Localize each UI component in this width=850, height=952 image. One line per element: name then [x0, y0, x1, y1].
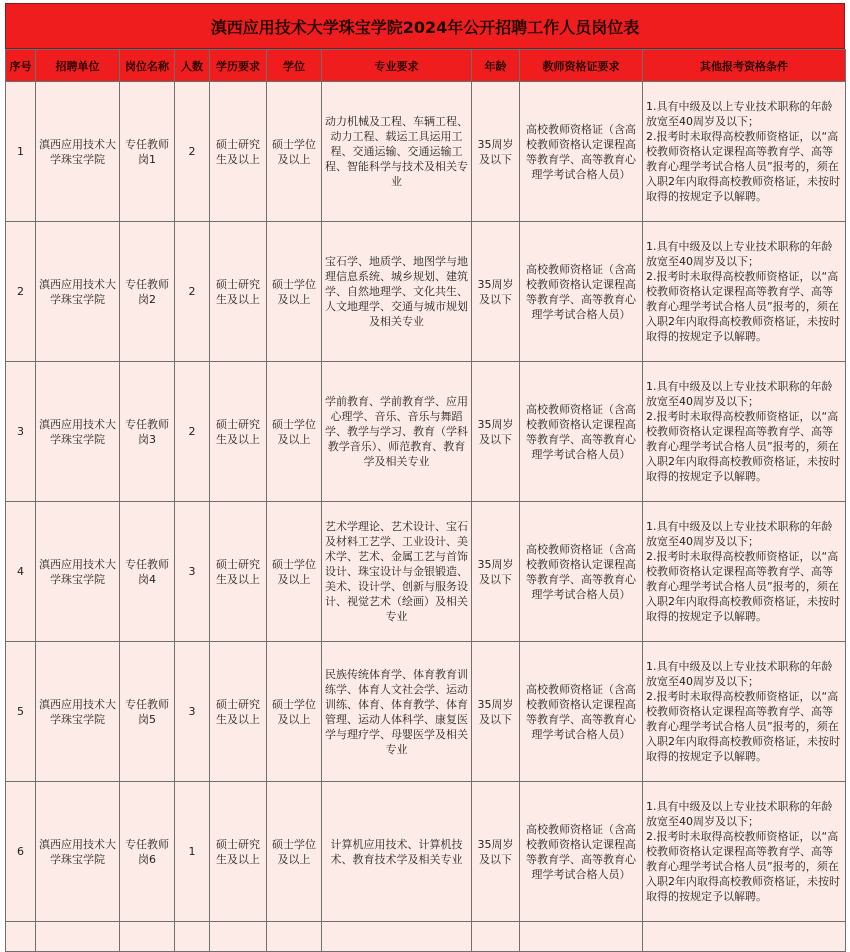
cell-cert: 高校教师资格证（含高校教师资格认定课程高等教育学、高等教育心理学考试合格人员）: [520, 782, 643, 922]
cell-count: 2: [175, 222, 210, 362]
cell-age: 35周岁及以下: [472, 362, 520, 502]
cell-education: 硕士研究生及以上: [210, 782, 267, 922]
cell-position: 专任教师岗4: [120, 502, 175, 642]
positions-table: [5, 49, 846, 952]
table-row: [6, 362, 846, 502]
cell-education: 硕士研究生及以上: [210, 222, 267, 362]
header-position: 岗位名称: [120, 50, 175, 82]
header-row: [6, 50, 846, 82]
cell-degree: 硕士学位及以上: [267, 222, 322, 362]
cell-age: 35周岁及以下: [472, 642, 520, 782]
cell-degree: 硕士学位及以上: [267, 362, 322, 502]
cell-unit: 滇西应用技术大学珠宝学院: [36, 82, 120, 222]
cell-major: 宝石学、地质学、地图学与地理信息系统、城乡规划、建筑学、自然地理学、文化共生、人文地理学、交通与城市规划及相关专业: [322, 222, 472, 362]
header-count: 人数: [175, 50, 210, 82]
cell-education: 硕士研究生及以上: [210, 642, 267, 782]
cell-count: 2: [175, 82, 210, 222]
cell-cert: 高校教师资格证（含高校教师资格认定课程高等教育学、高等教育心理学考试合格人员）: [520, 642, 643, 782]
cell-degree: 硕士学位及以上: [267, 82, 322, 222]
header-age: 年龄: [472, 50, 520, 82]
cell-index: 5: [6, 642, 36, 782]
cell-index: 1: [6, 82, 36, 222]
cell-age: 35周岁及以下: [472, 782, 520, 922]
cell-count: 3: [175, 502, 210, 642]
cell-education: 硕士研究生及以上: [210, 502, 267, 642]
cell-degree: 硕士学位及以上: [267, 502, 322, 642]
cell-unit: 滇西应用技术大学珠宝学院: [36, 782, 120, 922]
header-unit: 招聘单位: [36, 50, 120, 82]
header-cert: 教师资格证要求: [520, 50, 643, 82]
cell-position: 专任教师岗3: [120, 362, 175, 502]
cell-cert: 高校教师资格证（含高校教师资格认定课程高等教育学、高等教育心理学考试合格人员）: [520, 222, 643, 362]
cell-cert: 高校教师资格证（含高校教师资格认定课程高等教育学、高等教育心理学考试合格人员）: [520, 362, 643, 502]
cell-position: 专任教师岗2: [120, 222, 175, 362]
cell-major: 计算机应用技术、计算机技术、教育技术学及相关专业: [322, 782, 472, 922]
cell-other: 1.具有中级及以上专业技术职称的年龄放宽至40周岁及以下； 2.报考时未取得高校教师资格证，以“高校教师资格认定课程高等教育学、高等教育心理学考试合格人员”报考的，须在入职2年内取得高校教师资格证，未按时取得的按规定予以解聘。: [643, 222, 846, 362]
header-degree: 学位: [267, 50, 322, 82]
cell-major: 动力机械及工程、车辆工程、动力工程、载运工具运用工程、交通运输、交通运输工程、智能科学与技术及相关专业: [322, 82, 472, 222]
recruitment-sheet: [5, 3, 845, 952]
table-row: [6, 222, 846, 362]
table-row: [6, 82, 846, 222]
cell-education: 硕士研究生及以上: [210, 362, 267, 502]
table-row: [6, 782, 846, 922]
cell-other: 1.具有中级及以上专业技术职称的年龄放宽至40周岁及以下； 2.报考时未取得高校教师资格证，以“高校教师资格认定课程高等教育学、高等教育心理学考试合格人员”报考的，须在入职2年内取得高校教师资格证，未按时取得的按规定予以解聘。: [643, 782, 846, 922]
table-title: 滇西应用技术大学珠宝学院2024年公开招聘工作人员岗位表: [5, 3, 845, 49]
cell-other: 1.具有中级及以上专业技术职称的年龄放宽至40周岁及以下； 2.报考时未取得高校教师资格证，以“高校教师资格认定课程高等教育学、高等教育心理学考试合格人员”报考的，须在入职2年内取得高校教师资格证，未按时取得的按规定予以解聘。: [643, 362, 846, 502]
cell-position: 专任教师岗6: [120, 782, 175, 922]
cell-degree: 硕士学位及以上: [267, 642, 322, 782]
cell-other: 1.具有中级及以上专业技术职称的年龄放宽至40周岁及以下； 2.报考时未取得高校教师资格证，以“高校教师资格认定课程高等教育学、高等教育心理学考试合格人员”报考的，须在入职2年内取得高校教师资格证，未按时取得的按规定予以解聘。: [643, 502, 846, 642]
header-index: 序号: [6, 50, 36, 82]
header-major: 专业要求: [322, 50, 472, 82]
cell-cert: 高校教师资格证（含高校教师资格认定课程高等教育学、高等教育心理学考试合格人员）: [520, 502, 643, 642]
cell-other: 1.具有中级及以上专业技术职称的年龄放宽至40周岁及以下； 2.报考时未取得高校教师资格证，以“高校教师资格认定课程高等教育学、高等教育心理学考试合格人员”报考的，须在入职2年内取得高校教师资格证，未按时取得的按规定予以解聘。: [643, 82, 846, 222]
cell-degree: 硕士学位及以上: [267, 782, 322, 922]
header-other: 其他报考资格条件: [643, 50, 846, 82]
cell-count: 2: [175, 362, 210, 502]
cell-index: 6: [6, 782, 36, 922]
cell-major: 民族传统体育学、体育教育训练学、体育人文社会学、运动训练、体育、体育教学、体育管理、运动人体科学、康复医学与理疗学、母婴医学及相关专业: [322, 642, 472, 782]
cell-age: 35周岁及以下: [472, 502, 520, 642]
cell-age: 35周岁及以下: [472, 222, 520, 362]
cell-index: 3: [6, 362, 36, 502]
cell-unit: 滇西应用技术大学珠宝学院: [36, 642, 120, 782]
cell-index: 4: [6, 502, 36, 642]
cell-age: 35周岁及以下: [472, 82, 520, 222]
cell-major: 学前教育、学前教育学、应用心理学、音乐、音乐与舞蹈学、教学与学习、教育（学科教学音乐）、师范教育、教育学及相关专业: [322, 362, 472, 502]
header-education: 学历要求: [210, 50, 267, 82]
cell-count: 1: [175, 782, 210, 922]
cell-cert: 高校教师资格证（含高校教师资格认定课程高等教育学、高等教育心理学考试合格人员）: [520, 82, 643, 222]
cell-education: 硕士研究生及以上: [210, 82, 267, 222]
cell-unit: 滇西应用技术大学珠宝学院: [36, 222, 120, 362]
cell-other: 1.具有中级及以上专业技术职称的年龄放宽至40周岁及以下； 2.报考时未取得高校教师资格证，以“高校教师资格认定课程高等教育学、高等教育心理学考试合格人员”报考的，须在入职2年内取得高校教师资格证，未按时取得的按规定予以解聘。: [643, 642, 846, 782]
cell-position: 专任教师岗5: [120, 642, 175, 782]
cell-major: 艺术学理论、艺术设计、宝石及材料工艺学、工业设计、美术学、艺术、金属工艺与首饰设计、珠宝设计与金银锻造、美术、设计学、创新与服务设计、视觉艺术（绘画）及相关专业: [322, 502, 472, 642]
table-row: [6, 502, 846, 642]
cell-unit: 滇西应用技术大学珠宝学院: [36, 502, 120, 642]
cell-count: 3: [175, 642, 210, 782]
cell-index: 2: [6, 222, 36, 362]
table-row: [6, 642, 846, 782]
cell-position: 专任教师岗1: [120, 82, 175, 222]
cell-unit: 滇西应用技术大学珠宝学院: [36, 362, 120, 502]
